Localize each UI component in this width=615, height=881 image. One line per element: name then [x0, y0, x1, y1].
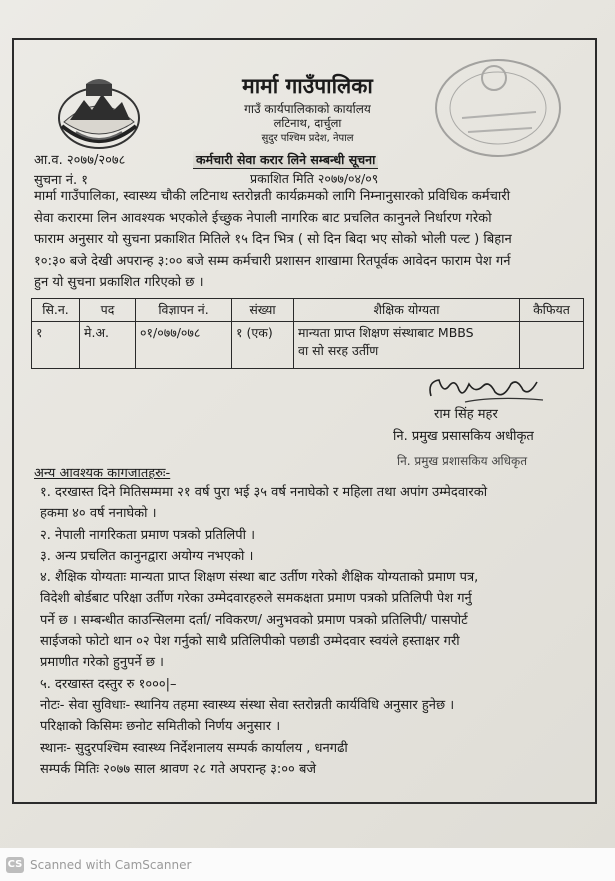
- cell-qualification: [294, 322, 520, 369]
- signer-seal: नि. प्रमुख प्रशासकिय अधिकृत: [397, 454, 528, 468]
- qualification-line: वा सो सरह उर्तीण: [298, 343, 379, 358]
- list-item: परिक्षाको किसिमः छनोट समितीको निर्णय अनुसार ।: [40, 719, 281, 735]
- list-item: सम्पर्क मितिः २०७७ साल श्रावण २८ गते अपरान्ह ३:०० बजे: [40, 761, 317, 777]
- signer-title: नि. प्रमुख प्रसासकिय अधीकृत: [393, 429, 534, 444]
- camscanner-logo-icon: CS: [6, 857, 24, 873]
- col-header-sn: सि.न.: [32, 299, 80, 322]
- list-item: साईजको फोटो थान ०२ पेश गर्नुको साथै प्रतिलिपीको पछाडी उम्मेदवार स्वयंले हस्ताक्षर गरी: [40, 634, 460, 650]
- office-location: लटिनाथ, दार्चुला: [273, 116, 342, 130]
- list-item: ३. अन्य प्रचलित कानुनद्वारा अयोग्य नभएको ।: [40, 548, 254, 564]
- body-line: हुन यो सुचना प्रकाशित गरिएको छ ।: [34, 275, 204, 291]
- scanner-watermark: Scanned with CamScanner: [30, 858, 192, 872]
- documents-heading: अन्य आवश्यक कागजातहरुः-: [34, 466, 171, 481]
- table-header-row: [32, 299, 584, 322]
- cell-post: मे.अ.: [80, 322, 136, 369]
- body-line: मार्मा गाउँपालिका, स्वास्थ्य चौकी लटिनाथ स्तरोन्नती कार्यक्रमको लागि निम्नानुसारको प्रविधिक कर्मचारी: [34, 189, 511, 204]
- office-name: गाउँ कार्यपालिकाको कार्यालय: [244, 102, 371, 116]
- signer-name: राम सिंह महर: [434, 407, 498, 422]
- cell-ad-no: ०१/०७७/०७८: [136, 322, 232, 369]
- qualification-line: मान्यता प्राप्त शिक्षण संस्थाबाट MBBS: [298, 325, 474, 340]
- col-header-count: संख्या: [232, 299, 294, 322]
- notice-heading: कर्मचारी सेवा करार लिने सम्बन्धी सूचना: [193, 151, 378, 169]
- notice-body: [34, 186, 590, 294]
- vacancy-table: [31, 298, 584, 369]
- list-item: नोटः- सेवा सुविधाः- स्थानिय तहमा स्वास्थ्य संस्था सेवा स्तरोन्नती कार्यविधि अनुसार हुनेछ ।: [40, 697, 455, 713]
- col-header-qualification: शैक्षिक योग्यता: [294, 299, 520, 322]
- fiscal-year: आ.व. २०७७/२०७८: [34, 153, 126, 168]
- list-item: १. दरखास्त दिने मितिसम्ममा २१ वर्ष पुरा भई ३५ वर्ष ननाघेको र महिला तथा अपांग उम्मेदवारको: [40, 485, 488, 500]
- list-item: प्रमाणीत गरेको हुनुपर्ने छ ।: [40, 655, 164, 671]
- cell-sn: १: [32, 322, 80, 369]
- handwritten-signature-icon: [425, 374, 550, 408]
- col-header-remarks: कैफियत: [520, 299, 584, 322]
- cell-count: १ (एक): [232, 322, 294, 369]
- list-item: ५. दरखास्त दस्तुर रु १०००|–: [40, 676, 177, 692]
- col-header-ad-no: विज्ञापन नं.: [136, 299, 232, 322]
- col-header-post: पद: [80, 299, 136, 322]
- page-title: मार्मा गाउँपालिका: [242, 74, 373, 98]
- body-line: १०:३० बजे देखी अपरान्ह ३:०० बजे सम्म कर्मचारी प्रशासन शाखामा रितपूर्वक आवेदन फाराम पेश गर्न: [34, 253, 511, 269]
- office-province: सुदुर पश्चिम प्रदेश, नेपाल: [261, 133, 354, 144]
- list-item: विदेशी बोर्डबाट परिक्षा उर्तीण गरेका उम्मेदवारहरुले समकक्षता प्रमाण पत्रको प्रतिलिपी पेश गर्नु: [40, 591, 472, 607]
- notice-number: सुचना नं. १: [34, 173, 88, 188]
- list-item: हकमा ४० वर्ष ननाघेको ।: [40, 506, 157, 522]
- body-line: सेवा करारमा लिन आवश्यक भएकोले ईच्छुक नेपाली नागरिक बाट प्रचलित कानुनले निर्धारण गरेको: [34, 210, 492, 226]
- documents-list: [40, 482, 590, 780]
- list-item: पर्ने छ । सम्बन्धीत काउन्सिलमा दर्ता/ नविकरण/ अनुभवको प्रमाण पत्रको प्रतिलिपी/ पासपोर्ट: [40, 612, 468, 628]
- list-item: ४. शैक्षिक योग्यताः मान्यता प्राप्त शिक्षण संस्था बाट उर्तीण गरेको शैक्षिक योग्यताको प्रमाण पत्र,: [40, 570, 479, 586]
- body-line: फाराम अनुसार यो सुचना प्रकाशित मितिले १५ दिन भित्र ( सो दिन बिदा भए सोको भोली पल्ट ) बिहान: [34, 232, 512, 248]
- published-date: प्रकाशित मिति २०७७/०४/०९: [250, 171, 379, 186]
- cell-remarks: [520, 322, 584, 369]
- table-row: [32, 322, 584, 369]
- list-item: स्थानः- सुदुरपश्चिम स्वास्थ्य निर्देशनालय सम्पर्क कार्यालय , धनगढी: [40, 740, 348, 756]
- list-item: २. नेपाली नागरिकता प्रमाण पत्रको प्रतिलिपी ।: [40, 527, 256, 543]
